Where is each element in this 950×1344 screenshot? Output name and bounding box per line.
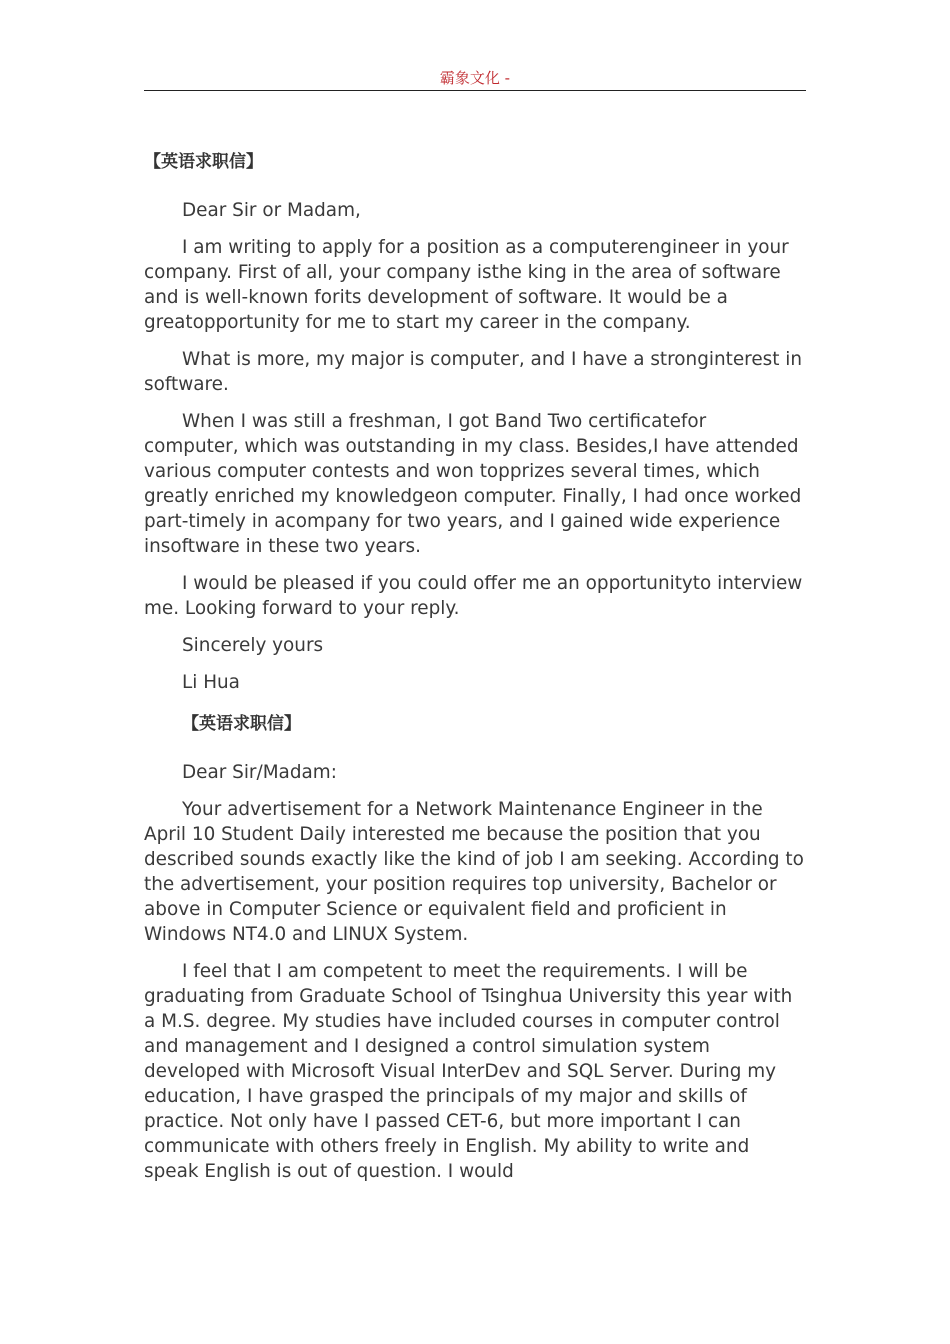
letter1-paragraph: When I was still a freshman, I got Band Two certificatefor computer, which was outstanding in my class. Besides,I have attended various computer contests and won topprizes several times, which greatly enriched my knowledgeon computer. Finally, I had once worked part-timely in acompany for two years, and I gained wide experience insoftware in these two years. [144,411,802,557]
letter2-paragraph: Your advertisement for a Network Maintenance Engineer in the April 10 Student Daily interested me because the position that you described sounds exactly like the kind of job I am seeking. According to the advertisement, your position requires top university, Bachelor or above in Computer Science or equivalent field and proficient in Windows NT4.0 and LINUX System. [144,799,804,945]
letter1-closing: Sincerely yours [182,635,324,656]
letter1-paragraph: I am writing to apply for a position as a computerengineer in your company. First of all, your company isthe king in the area of software and is well-known forits development of software. It would be a greatopportunity for me to start my career in the company. [144,237,789,333]
letter1-salutation: Dear Sir or Madam, [182,200,361,221]
letter2-salutation: Dear Sir/Madam: [182,762,337,783]
header-rule [144,90,806,91]
letter1-signature: Li Hua [182,672,240,693]
letter1-heading: 【英语求职信】 [144,152,263,172]
letter2-paragraph: I feel that I am competent to meet the requirements. I will be graduating from Graduate School of Tsinghua University this year with a M.S. degree. My studies have included courses in computer control and management and I designed a control simulation system developed with Microsoft Visual InterDev and SQL Server. During my education, I have grasped the principals of my major and skills of practice. Not only have I passed CET-6, but more important I can communicate with others freely in English. My ability to write and speak English is out of question. I would [144,961,793,1182]
page-header: 霸象文化 - [439,69,511,87]
letter1-paragraph: What is more, my major is computer, and I have a stronginterest in software. [144,349,803,395]
letter2-heading: 【英语求职信】 [182,714,301,734]
letter1-paragraph: I would be pleased if you could offer me an opportunityto interview me. Looking forward to your reply. [144,573,803,619]
document-body [144,150,806,1196]
